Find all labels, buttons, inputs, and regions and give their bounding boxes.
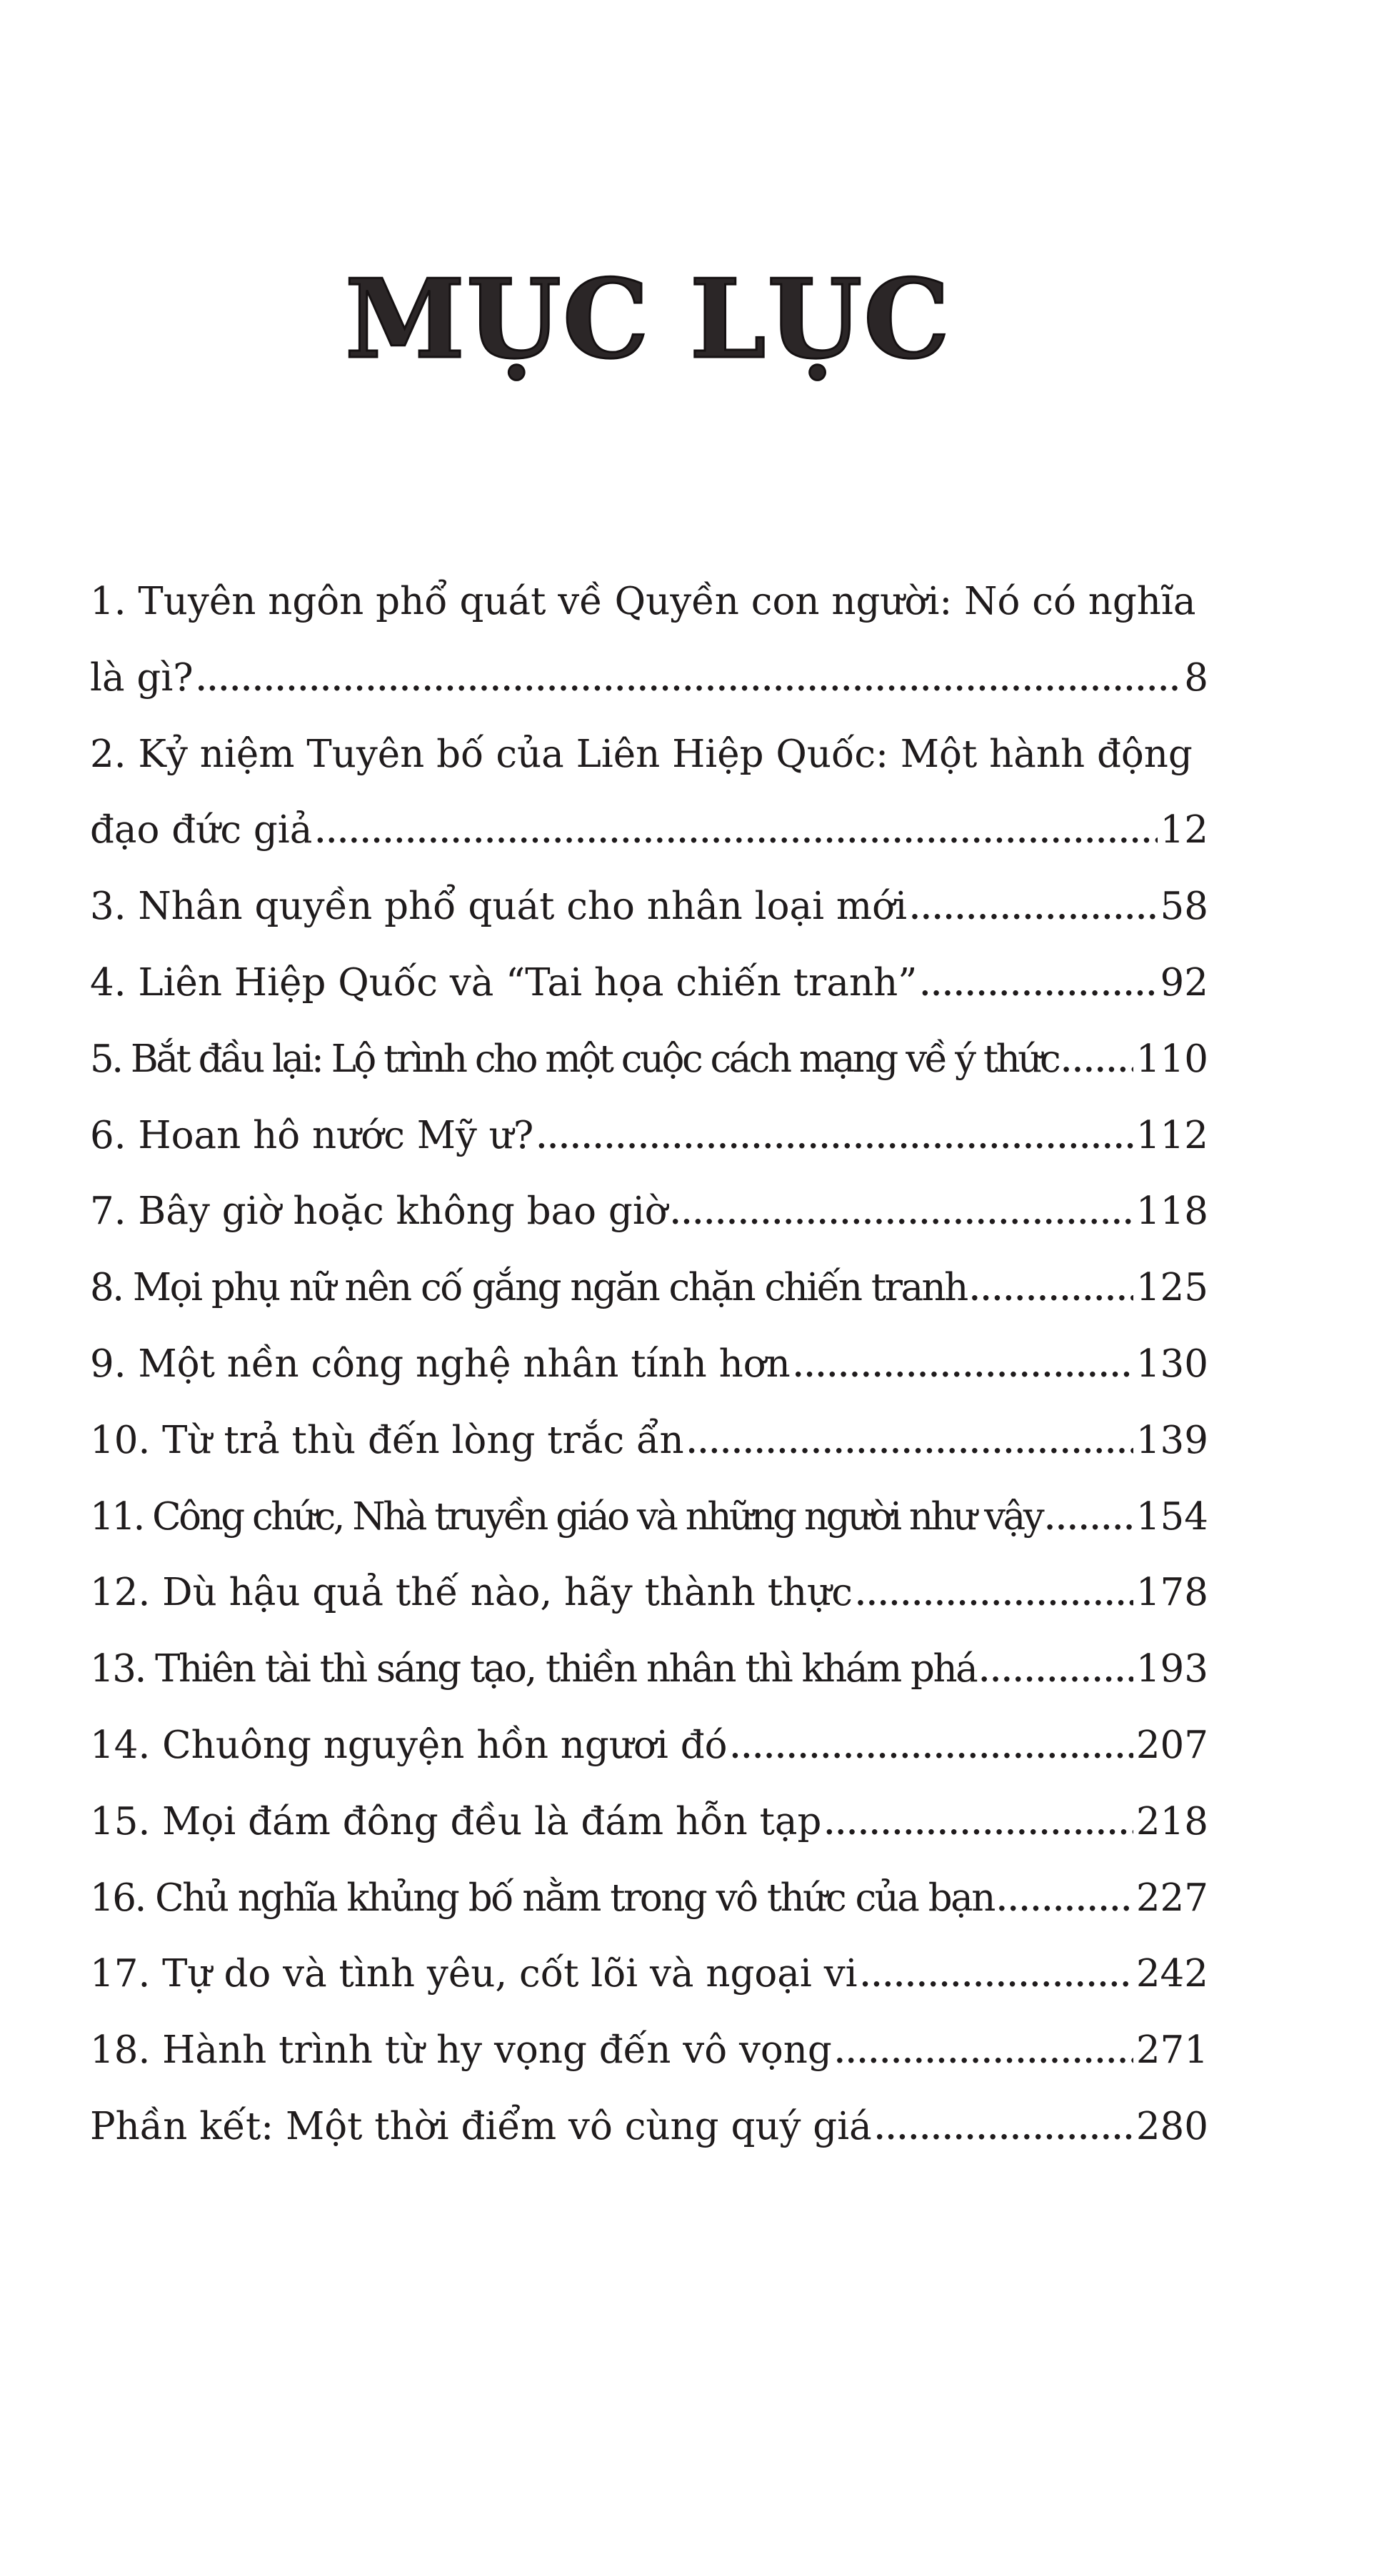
toc-entry-2-line-2[interactable] [90,793,1208,869]
toc-entry-title: 13. Thiên tài thì sáng tạo, thiền nhân thì khám phá [90,1647,977,1691]
dot-leader [835,2016,1133,2089]
dot-leader [1045,1482,1133,1556]
toc-entry-title: 3. Nhân quyền phổ quát cho nhân loại mới [90,885,908,929]
toc-page-number: 154 [1135,1494,1208,1539]
toc-entry-title: 12. Dù hậu quả thế nào, hãy thành thực [90,1571,853,1615]
toc-page-number: 58 [1160,885,1208,929]
page-title: MỤC LỤC [344,255,952,383]
toc-entry-8[interactable] [90,1250,1208,1327]
dot-leader [536,1101,1133,1174]
dot-leader [875,2092,1133,2165]
toc-entry-title: 5. Bắt đầu lại: Lộ trình cho một cuộc cách mạng về ý thức [90,1037,1059,1081]
toc-page-number: 227 [1135,1876,1208,1920]
dot-leader [793,1329,1133,1403]
toc-entry-title: 2. Kỷ niệm Tuyên bố của Liên Hiệp Quốc: Một hành động [90,732,1193,776]
toc-entry-title: 18. Hành trình từ hy vọng đến vô vọng [90,2028,832,2073]
toc-page-number: 118 [1135,1189,1208,1234]
toc-entry-7[interactable] [90,1174,1208,1250]
dot-leader [671,1177,1133,1250]
toc-page-number: 178 [1135,1571,1208,1615]
dot-leader [920,948,1157,1022]
toc-entry-title: 9. Một nền công nghệ nhân tính hơn [90,1342,791,1386]
dot-leader [861,1939,1133,2013]
toc-page-number: 207 [1135,1723,1208,1767]
dot-leader [979,1634,1133,1708]
table-of-contents [90,564,1208,2165]
toc-page-number: 218 [1135,1799,1208,1843]
toc-entry-title: 11. Công chức, Nhà truyền giáo và những người như vậy [90,1494,1043,1539]
toc-page-number: 139 [1135,1418,1208,1462]
toc-page-number: 271 [1135,2028,1208,2073]
toc-page-number: 130 [1135,1342,1208,1386]
toc-page-number: 125 [1135,1266,1208,1310]
toc-entry-13[interactable] [90,1631,1208,1708]
toc-entry-2-line-1 [90,717,1208,793]
toc-page-number: 8 [1184,655,1208,700]
toc-entry-title: 4. Liên Hiệp Quốc và “Tai họa chiến tranh” [90,960,918,1005]
toc-entry-9[interactable] [90,1327,1208,1403]
toc-entry-17[interactable] [90,1936,1208,2013]
toc-page-number: 112 [1135,1113,1208,1157]
toc-entry-title: 14. Chuông nguyện hồn ngươi đó [90,1723,728,1767]
dot-leader [196,643,1182,717]
dot-leader [315,795,1157,869]
toc-entry-6[interactable] [90,1098,1208,1174]
toc-page-number: 110 [1135,1037,1208,1081]
dot-leader [970,1253,1133,1327]
dot-leader [687,1406,1133,1479]
dot-leader [824,1787,1133,1861]
toc-page-number: 193 [1135,1647,1208,1691]
toc-page-number: 242 [1135,1952,1208,1996]
dot-leader [856,1558,1133,1631]
toc-entry-epilogue[interactable] [90,2089,1208,2165]
toc-page-number: 280 [1135,2104,1208,2148]
toc-entry-5[interactable] [90,1022,1208,1098]
toc-entry-11[interactable] [90,1479,1208,1556]
dot-leader [910,872,1158,945]
toc-entry-title: đạo đức giả [90,808,313,852]
toc-entry-title: 6. Hoan hô nước Mỹ ư? [90,1113,534,1157]
toc-entry-4[interactable] [90,945,1208,1022]
toc-entry-1-line-2[interactable] [90,640,1208,717]
toc-entry-title: 16. Chủ nghĩa khủng bố nằm trong vô thức của bạn [90,1876,994,1920]
toc-entry-1-line-1 [90,564,1208,640]
toc-entry-title: 8. Mọi phụ nữ nên cố gắng ngăn chặn chiến tranh [90,1266,967,1310]
toc-entry-title: là gì? [90,655,194,700]
toc-entry-16[interactable] [90,1861,1208,1937]
dot-leader [731,1711,1133,1784]
toc-entry-title: 10. Từ trả thù đến lòng trắc ẩn [90,1418,684,1462]
toc-page-number: 12 [1160,808,1208,852]
dot-leader [997,1863,1133,1937]
toc-entry-3[interactable] [90,869,1208,945]
toc-entry-15[interactable] [90,1784,1208,1861]
toc-entry-title: 7. Bây giờ hoặc không bao giờ [90,1189,668,1234]
toc-entry-10[interactable] [90,1403,1208,1479]
toc-entry-14[interactable] [90,1708,1208,1784]
toc-entry-title: 15. Mọi đám đông đều là đám hỗn tạp [90,1799,822,1843]
dot-leader [1061,1025,1133,1098]
toc-entry-12[interactable] [90,1555,1208,1631]
toc-entry-title: 1. Tuyên ngôn phổ quát về Quyền con người: Nó có nghĩa [90,580,1196,623]
toc-entry-18[interactable] [90,2013,1208,2089]
toc-entry-title: 17. Tự do và tình yêu, cốt lõi và ngoại vi [90,1952,858,1996]
toc-entry-title: Phần kết: Một thời điểm vô cùng quý giá [90,2104,872,2148]
toc-page-number: 92 [1160,960,1208,1005]
